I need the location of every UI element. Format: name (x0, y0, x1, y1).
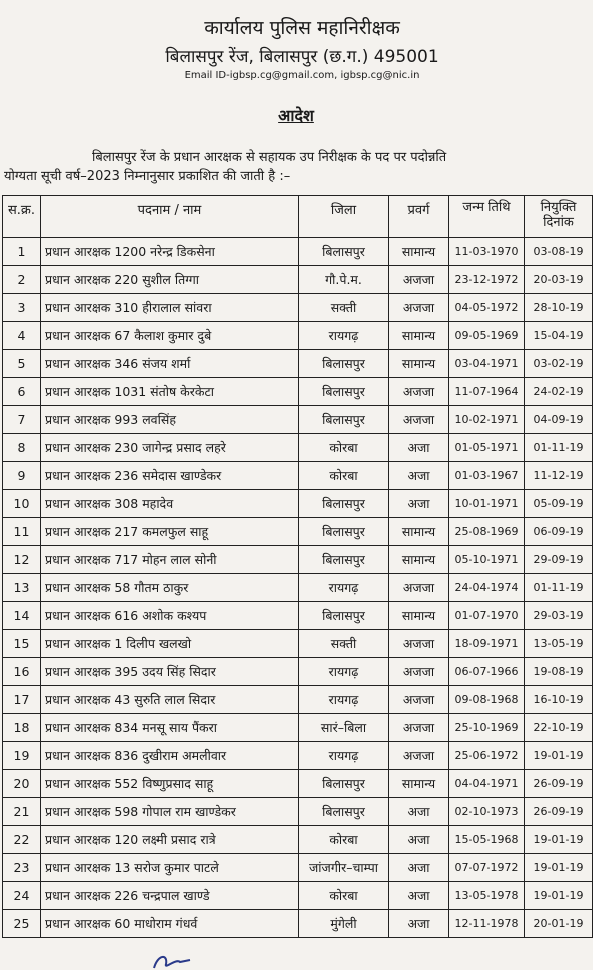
row-dob: 25-08-1969 (449, 518, 525, 546)
row-dob: 23-12-1972 (449, 266, 525, 294)
row-name: प्रधान आरक्षक 58 गौतम ठाकुर (41, 574, 299, 602)
row-appointment: 20-03-19 (525, 266, 593, 294)
row-district: बिलासपुर (299, 770, 389, 798)
intro-line-1: बिलासपुर रेंज के प्रधान आरक्षक से सहायक उप निरीक्षक के पद पर पदोन्नति (92, 150, 447, 165)
header-category: प्रवर्ग (389, 196, 449, 238)
header-district: जिला (299, 196, 389, 238)
row-category: सामान्य (389, 518, 449, 546)
row-dob: 10-02-1971 (449, 406, 525, 434)
row-category: अजजा (389, 266, 449, 294)
row-dob: 07-07-1972 (449, 854, 525, 882)
row-category: अजा (389, 826, 449, 854)
row-serial: 4 (3, 322, 41, 350)
row-district: कोरबा (299, 434, 389, 462)
table-row (3, 630, 593, 658)
row-dob: 01-03-1967 (449, 462, 525, 490)
row-serial: 13 (3, 574, 41, 602)
row-name: प्रधान आरक्षक 43 सुरुति लाल सिदार (41, 686, 299, 714)
row-appointment: 03-02-19 (525, 350, 593, 378)
row-district: बिलासपुर (299, 798, 389, 826)
row-category: अजजा (389, 658, 449, 686)
row-category: सामान्य (389, 238, 449, 266)
row-dob: 11-03-1970 (449, 238, 525, 266)
row-category: अजा (389, 798, 449, 826)
table-row (3, 266, 593, 294)
table-row (3, 910, 593, 938)
row-category: अजा (389, 854, 449, 882)
row-name: प्रधान आरक्षक 993 लवसिंह (41, 406, 299, 434)
row-serial: 10 (3, 490, 41, 518)
row-appointment: 19-01-19 (525, 882, 593, 910)
row-serial: 20 (3, 770, 41, 798)
table-row (3, 546, 593, 574)
row-appointment: 15-04-19 (525, 322, 593, 350)
table-row (3, 714, 593, 742)
table-row (3, 406, 593, 434)
row-appointment: 19-01-19 (525, 854, 593, 882)
row-serial: 19 (3, 742, 41, 770)
row-dob: 06-07-1966 (449, 658, 525, 686)
row-serial: 22 (3, 826, 41, 854)
row-category: अजा (389, 434, 449, 462)
row-serial: 1 (3, 238, 41, 266)
table-row (3, 490, 593, 518)
row-district: रायगढ़ (299, 686, 389, 714)
row-name: प्रधान आरक्षक 217 कमलफुल साहू (41, 518, 299, 546)
row-dob: 03-04-1971 (449, 350, 525, 378)
table-row (3, 322, 593, 350)
row-dob: 11-07-1964 (449, 378, 525, 406)
row-category: अजजा (389, 378, 449, 406)
row-category: अजजा (389, 406, 449, 434)
table-row (3, 770, 593, 798)
table-row (3, 294, 593, 322)
office-address: बिलासपुर रेंज, बिलासपुर (छ.ग.) 495001 (165, 47, 439, 67)
row-district: सक्ती (299, 630, 389, 658)
table-row (3, 238, 593, 266)
row-district: गौ.पे.म. (299, 266, 389, 294)
row-name: प्रधान आरक्षक 60 माधोराम गंधर्व (41, 910, 299, 938)
row-name: प्रधान आरक्षक 616 अशोक कश्यप (41, 602, 299, 630)
row-category: अजजा (389, 574, 449, 602)
row-serial: 23 (3, 854, 41, 882)
row-district: रायगढ़ (299, 658, 389, 686)
row-name: प्रधान आरक्षक 310 हीरालाल सांवरा (41, 294, 299, 322)
row-dob: 01-07-1970 (449, 602, 525, 630)
row-district: रायगढ़ (299, 574, 389, 602)
row-category: सामान्य (389, 322, 449, 350)
row-name: प्रधान आरक्षक 552 विष्णुप्रसाद साहू (41, 770, 299, 798)
row-serial: 11 (3, 518, 41, 546)
row-appointment: 22-10-19 (525, 714, 593, 742)
row-district: रायगढ़ (299, 322, 389, 350)
row-appointment: 11-12-19 (525, 462, 593, 490)
office-title: कार्यालय पुलिस महानिरीक्षक (204, 17, 400, 39)
row-category: सामान्य (389, 770, 449, 798)
row-name: प्रधान आरक्षक 1200 नरेन्द्र डिकसेना (41, 238, 299, 266)
row-appointment: 20-01-19 (525, 910, 593, 938)
row-dob: 10-01-1971 (449, 490, 525, 518)
order-title: आदेश (278, 106, 314, 125)
header-serial: स.क्र. (3, 196, 41, 238)
row-name: प्रधान आरक्षक 1031 संतोष केरकेटा (41, 378, 299, 406)
row-serial: 12 (3, 546, 41, 574)
row-dob: 04-04-1971 (449, 770, 525, 798)
row-appointment: 04-09-19 (525, 406, 593, 434)
merit-list-table (2, 195, 593, 938)
row-category: अजा (389, 882, 449, 910)
row-appointment: 29-03-19 (525, 602, 593, 630)
row-name: प्रधान आरक्षक 226 चन्द्रपाल खाण्डे (41, 882, 299, 910)
table-row (3, 826, 593, 854)
row-district: कोरबा (299, 826, 389, 854)
row-appointment: 16-10-19 (525, 686, 593, 714)
row-serial: 3 (3, 294, 41, 322)
row-appointment: 29-09-19 (525, 546, 593, 574)
row-category: अजा (389, 910, 449, 938)
row-appointment: 28-10-19 (525, 294, 593, 322)
row-district: बिलासपुर (299, 350, 389, 378)
row-name: प्रधान आरक्षक 308 महादेव (41, 490, 299, 518)
row-name: प्रधान आरक्षक 598 गोपाल राम खाण्डेकर (41, 798, 299, 826)
row-appointment: 19-08-19 (525, 658, 593, 686)
signature-mark (150, 950, 200, 970)
row-category: अजजा (389, 714, 449, 742)
table-row (3, 378, 593, 406)
row-name: प्रधान आरक्षक 1 दिलीप खलखो (41, 630, 299, 658)
table-row (3, 854, 593, 882)
row-appointment: 19-01-19 (525, 742, 593, 770)
row-category: अजजा (389, 294, 449, 322)
header-dob: जन्म तिथि (449, 196, 525, 238)
row-appointment: 01-11-19 (525, 574, 593, 602)
table-row (3, 462, 593, 490)
row-serial: 25 (3, 910, 41, 938)
row-name: प्रधान आरक्षक 120 लक्ष्मी प्रसाद रात्रे (41, 826, 299, 854)
table-row (3, 350, 593, 378)
row-district: बिलासपुर (299, 378, 389, 406)
row-serial: 24 (3, 882, 41, 910)
row-appointment: 26-09-19 (525, 770, 593, 798)
row-name: प्रधान आरक्षक 717 मोहन लाल सोनी (41, 546, 299, 574)
row-category: अजजा (389, 630, 449, 658)
row-district: सारं–बिला (299, 714, 389, 742)
row-dob: 25-06-1972 (449, 742, 525, 770)
row-district: बिलासपुर (299, 602, 389, 630)
row-appointment: 26-09-19 (525, 798, 593, 826)
intro-line-2: योग्यता सूची वर्ष–2023 निम्नानुसार प्रकाशित की जाती है :– (4, 169, 291, 184)
row-serial: 15 (3, 630, 41, 658)
table-row (3, 798, 593, 826)
row-serial: 21 (3, 798, 41, 826)
row-serial: 6 (3, 378, 41, 406)
row-category: अजा (389, 490, 449, 518)
row-appointment: 06-09-19 (525, 518, 593, 546)
table-row (3, 882, 593, 910)
header-name: पदनाम / नाम (41, 196, 299, 238)
row-district: बिलासपुर (299, 518, 389, 546)
row-district: रायगढ़ (299, 742, 389, 770)
row-dob: 05-10-1971 (449, 546, 525, 574)
table-header-row (3, 196, 593, 238)
row-category: सामान्य (389, 602, 449, 630)
row-dob: 24-04-1974 (449, 574, 525, 602)
row-serial: 17 (3, 686, 41, 714)
table-row (3, 742, 593, 770)
table-row (3, 602, 593, 630)
row-name: प्रधान आरक्षक 834 मनसू साय पैंकरा (41, 714, 299, 742)
row-category: सामान्य (389, 350, 449, 378)
row-dob: 01-05-1971 (449, 434, 525, 462)
row-dob: 09-08-1968 (449, 686, 525, 714)
row-district: जांजगीर–चाम्पा (299, 854, 389, 882)
row-serial: 16 (3, 658, 41, 686)
row-district: बिलासपुर (299, 546, 389, 574)
row-name: प्रधान आरक्षक 13 सरोज कुमार पाटले (41, 854, 299, 882)
row-name: प्रधान आरक्षक 230 जागेन्द्र प्रसाद लहरे (41, 434, 299, 462)
row-district: सक्ती (299, 294, 389, 322)
table-row (3, 686, 593, 714)
row-name: प्रधान आरक्षक 395 उदय सिंह सिदार (41, 658, 299, 686)
row-district: कोरबा (299, 462, 389, 490)
table-row (3, 574, 593, 602)
row-name: प्रधान आरक्षक 220 सुशील तिग्गा (41, 266, 299, 294)
row-district: मुंगेली (299, 910, 389, 938)
row-serial: 14 (3, 602, 41, 630)
row-category: सामान्य (389, 546, 449, 574)
table-row (3, 658, 593, 686)
row-dob: 13-05-1978 (449, 882, 525, 910)
table-row (3, 518, 593, 546)
row-dob: 02-10-1973 (449, 798, 525, 826)
row-serial: 18 (3, 714, 41, 742)
row-appointment: 24-02-19 (525, 378, 593, 406)
header-appointment: नियुक्ति दिनांक (525, 196, 593, 238)
row-appointment: 03-08-19 (525, 238, 593, 266)
row-name: प्रधान आरक्षक 346 संजय शर्मा (41, 350, 299, 378)
row-appointment: 19-01-19 (525, 826, 593, 854)
row-district: बिलासपुर (299, 406, 389, 434)
row-category: अजजा (389, 686, 449, 714)
row-category: अजजा (389, 742, 449, 770)
row-appointment: 13-05-19 (525, 630, 593, 658)
row-dob: 15-05-1968 (449, 826, 525, 854)
row-dob: 09-05-1969 (449, 322, 525, 350)
row-dob: 04-05-1972 (449, 294, 525, 322)
row-appointment: 01-11-19 (525, 434, 593, 462)
row-category: अजा (389, 462, 449, 490)
row-district: कोरबा (299, 882, 389, 910)
row-name: प्रधान आरक्षक 236 समेदास खाण्डेकर (41, 462, 299, 490)
row-serial: 5 (3, 350, 41, 378)
row-dob: 18-09-1971 (449, 630, 525, 658)
row-serial: 7 (3, 406, 41, 434)
row-dob: 12-11-1978 (449, 910, 525, 938)
row-serial: 2 (3, 266, 41, 294)
row-dob: 25-10-1969 (449, 714, 525, 742)
row-serial: 9 (3, 462, 41, 490)
office-email: Email ID-igbsp.cg@gmail.com, igbsp.cg@nic.in (184, 70, 420, 81)
row-appointment: 05-09-19 (525, 490, 593, 518)
table-row (3, 434, 593, 462)
row-serial: 8 (3, 434, 41, 462)
row-name: प्रधान आरक्षक 836 दुखीराम अमलीवार (41, 742, 299, 770)
row-district: बिलासपुर (299, 490, 389, 518)
row-district: बिलासपुर (299, 238, 389, 266)
row-name: प्रधान आरक्षक 67 कैलाश कुमार दुबे (41, 322, 299, 350)
